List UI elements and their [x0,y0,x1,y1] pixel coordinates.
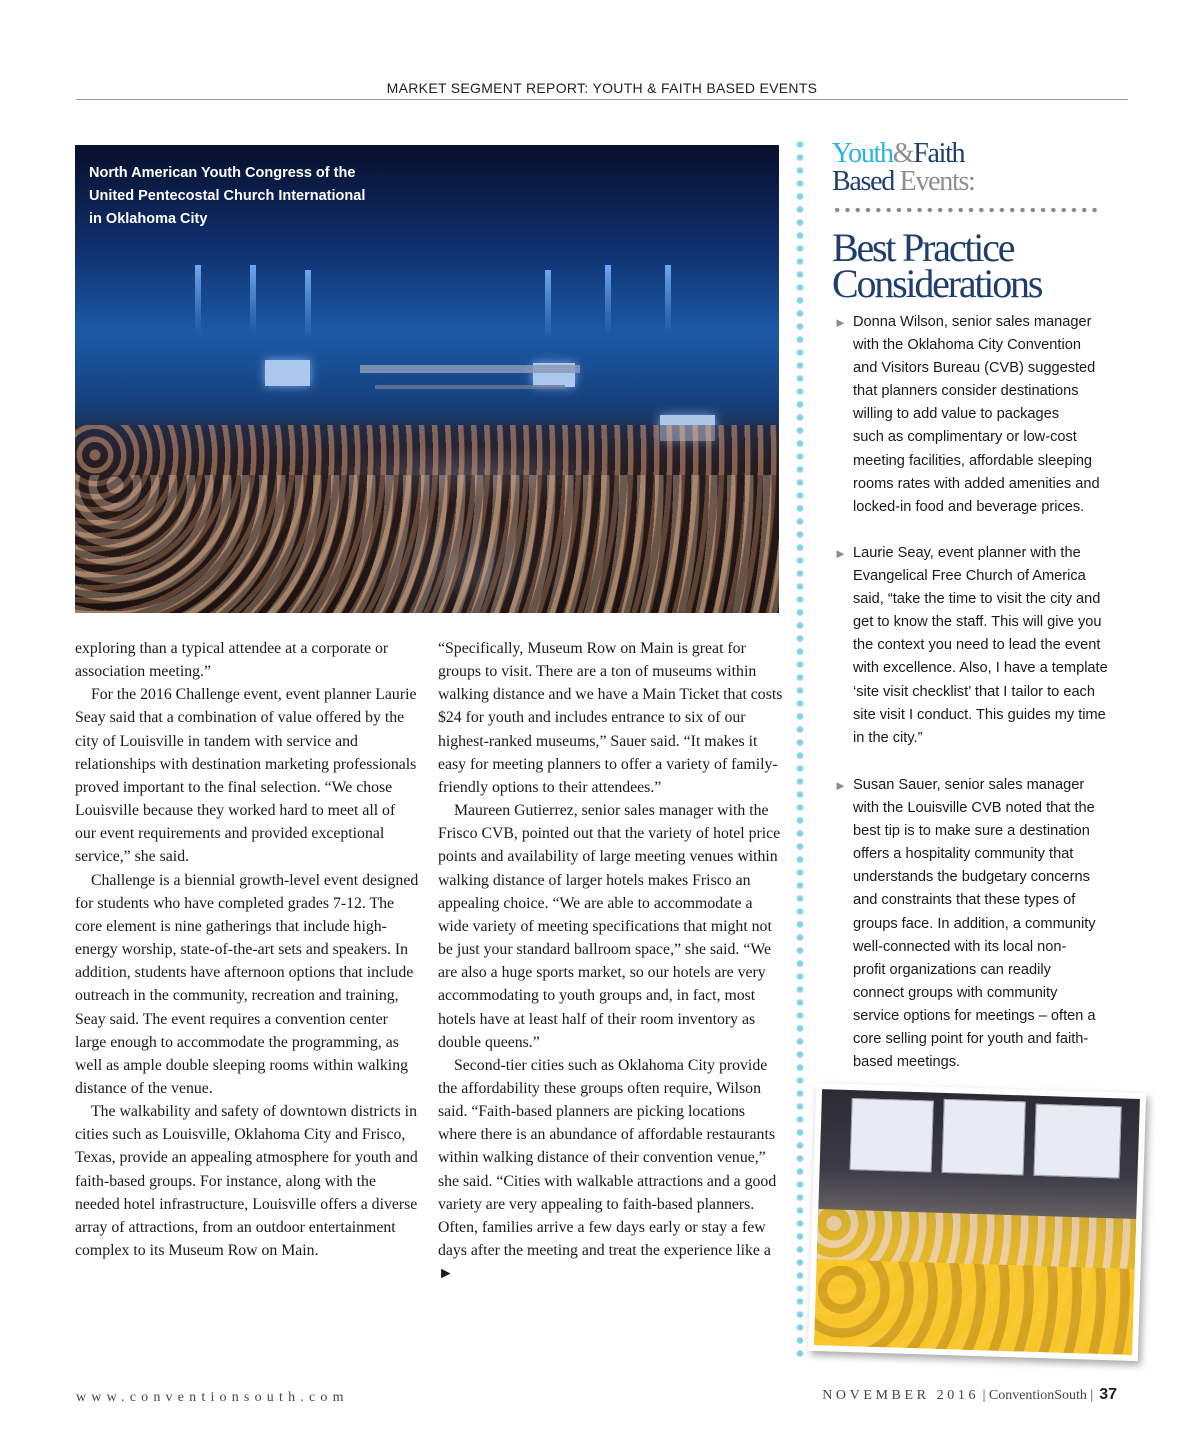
bullet-line: offers a hospitality community that [853,846,1074,863]
bullet-line: Evangelical Free Church of America [853,568,1086,585]
bullet-line: connect groups with community [853,984,1058,1001]
bullet-line: get to know the staff. This will give you [853,614,1102,631]
bullet-line: meeting facilities, affordable sleeping [853,452,1093,469]
bullet-line: well-connected with its local non- [853,938,1067,955]
bullet-line: groups face. In addition, a community [853,915,1096,932]
wall-light [305,270,311,340]
title-line: Best Practice [832,225,1014,270]
section-header: MARKET SEGMENT REPORT: YOUTH & FAITH BASED EVENTS [386,80,818,96]
bullet-line: Susan Sauer, senior sales manager [853,777,1085,793]
footer-website: www.conventionsouth.com [76,1390,349,1405]
bullet-line: best tip is to make sure a destination [853,823,1090,840]
paragraph: The walkability and safety of downtown districts in cities such as Louisville, Oklahoma City and Frisco, Texas, provide an appealing atmosphere for youth and faith-based groups. For instance, along with the needed hotel infrastructure, Louisville offers a diverse array of attractions, from an outdoor entertainment complex to its Museum Row on Main. [75,1103,418,1260]
title-line: Considerations [832,261,1042,306]
kicker-word: Youth [832,138,893,169]
bullet-text [853,542,1138,750]
photo-banner [1033,1104,1121,1179]
sidebar-kicker-line1 [832,140,964,168]
wall-light [605,265,611,335]
bullet-text [853,774,1138,1074]
caption-line: United Pentecostal Church International [89,188,366,204]
photo-people [814,1259,1135,1355]
bullet-line: understands the budgetary concerns [853,869,1090,886]
article-column-2 [438,637,783,1285]
bullet-line: with the Louisville CVB noted that the [853,800,1095,817]
wall-light [195,265,201,335]
paragraph: Second-tier cities such as Oklahoma City provide the affordability these groups often require, Wilson said. “Faith-based planners are picking locations where there is an abundance of affordable restaurants within walking distance of their convention venue,” she said. “Cities with walkable attractions and a good variety are very appealing to faith-based planners. Often, families arrive a few days early or stay a few days after the meeting and treat the experience like a ► [438,1056,777,1283]
sidebar-kicker-line2 [832,168,975,196]
arrow-icon: ► [834,778,847,793]
bullet-line: willing to add value to packages [853,406,1060,423]
paragraph: Challenge is a biennial growth-level event designed for students who have completed grades 7-12. The core element is nine gatherings that include high-energy worship, state-of-the-art sets and speakers. In addition, students have afternoon options that include outreach in the community, recreation and training, Seay said. The event requires a convention center large enough to accommodate the programming, as well as ample double sleeping rooms within walking distance of the venue. [75,871,419,1097]
bullet-line: and Visitors Bureau (CVB) suggested [853,360,1096,377]
dotted-divider [794,138,806,1358]
footer-separator: | [982,1388,986,1403]
bullet-line: service options for meetings – often a [853,1007,1096,1024]
bullet-line: and constraints that these types of [853,892,1076,909]
bullet-line: with excellence. Also, I have a template [853,660,1108,677]
bullet-text [853,311,1138,519]
caption-line: in Oklahoma City [89,211,208,227]
arrow-icon: ► [834,315,847,330]
bullet-line: core selling point for youth and faith- [853,1031,1089,1048]
video-screen [265,360,310,386]
footer-folio [822,1386,1117,1404]
caption-line: North American Youth Congress of the [89,165,356,181]
bullet-line: locked-in food and beverage prices. [853,498,1085,515]
paragraph: exploring than a typical attendee at a corporate or association meeting.” [75,640,389,681]
bullet-line: Donna Wilson, senior sales manager [853,314,1092,330]
photo-caption [89,162,389,231]
bullet-line: with the Oklahoma City Convention [853,337,1081,354]
kicker-word: Events: [899,166,975,197]
stage-truss [375,385,565,389]
footer-month: NOVEMBER 2016 [822,1388,980,1403]
bullet-line: based meetings. [853,1054,961,1071]
crowd [75,475,779,613]
bullet-line: such as complimentary or low-cost [853,429,1077,446]
paragraph: For the 2016 Challenge event, event planner Laurie Seay said that a combination of value offered by the city of Louisville in tandem with service and relationships with destination marketing professionals proved important to the final selection. “We chose Louisville because they worked hard to meet all of our event requirements and provided exceptional service,” she said. [75,686,417,866]
paragraph: Maureen Gutierrez, senior sales manager with the Frisco CVB, pointed out that the variety of hotel price points and availability of large meeting venues within walking distance of larger hotels makes Frisco an appealing choice. “We are able to accommodate a wide variety of meeting specifications that might not be just your standard ballroom space,” she said. “We are also a huge sports market, so our hotels are very accommodating to youth groups and, in fact, most hotels have at least half of their room inventory as double queens.” [438,802,781,1051]
footer-publication: ConventionSouth [988,1388,1087,1403]
header-rule [76,99,1128,100]
main-photo-concert [75,145,779,613]
kicker-ampersand: & [892,138,914,169]
wall-light [250,265,256,335]
arrow-icon: ► [834,546,847,561]
kicker-word: Based [832,166,894,197]
group-photo-image [814,1089,1140,1355]
bullet-line: ‘site visit checklist’ that I tailor to each [853,683,1095,700]
sidebar-title [832,225,1132,306]
wall-light [545,270,551,340]
photo-banner [942,1099,1026,1176]
bullet-line: rooms rates with added amenities and [853,475,1100,492]
bullet-line: Laurie Seay, event planner with the [853,545,1081,561]
bullet-line: site visit I conduct. This guides my time [853,706,1106,723]
kicker-word: Faith [913,138,965,169]
wall-light [665,265,671,335]
footer-separator: | [1090,1388,1094,1403]
group-photo [808,1083,1146,1361]
bullet-line: said, “take the time to visit the city and [853,591,1101,608]
article-column-1 [75,637,420,1262]
bullet-line: profit organizations can readily [853,961,1051,978]
sidebar-dotted-rule [832,205,1100,215]
photo-banner [850,1098,934,1173]
stage-truss [360,365,580,373]
paragraph: “Specifically, Museum Row on Main is great for groups to visit. There are a ton of museums within walking distance and we have a Main Ticket that costs $24 for youth and includes entrance to six of our highest-ranked museums,” Sauer said. “It makes it easy for meeting planners to offer a variety of family-friendly options to their attendees.” [438,640,783,796]
bullet-line: the context you need to lead the event [853,637,1101,654]
page-number: 37 [1099,1386,1117,1403]
bullet-line: in the city.” [853,729,923,746]
bullet-line: that planners consider destinations [853,383,1079,400]
